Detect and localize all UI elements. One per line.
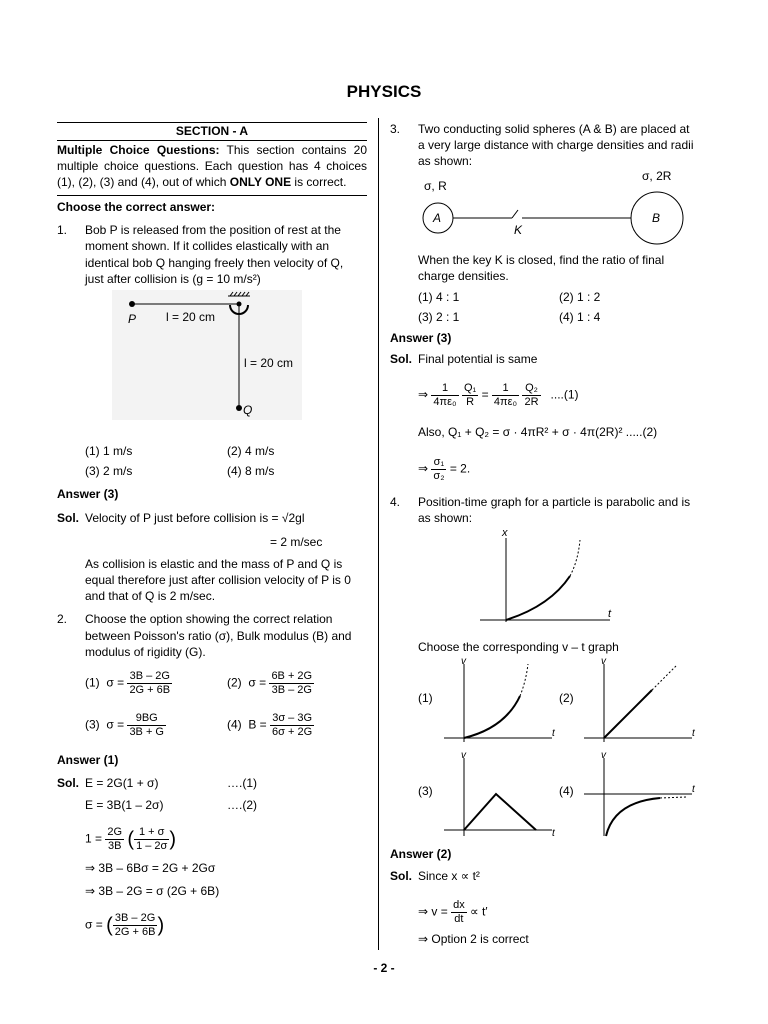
q3-eq3-result: = 2. [449, 461, 471, 476]
q2-o3-label: (3) [85, 717, 100, 732]
bob-p [129, 301, 135, 307]
q2-sol-eq3 [85, 826, 176, 853]
q1-pendulum-figure [112, 290, 302, 420]
label-l-vertical: l = 20 cm [244, 356, 294, 370]
q3-line2: a very large distance with charge densities and radii [418, 138, 694, 152]
q4-line2: as shown: [418, 511, 473, 525]
q4-sol-line1: Since x ∝ t² [418, 869, 480, 883]
q2-s6-lhs: σ = [85, 917, 103, 932]
q3-number: 3. [390, 122, 401, 136]
q1-line3: identical bob Q hanging freely then velocity of Q, [85, 256, 344, 270]
q4-sol2-num: dx [453, 899, 465, 911]
q3-spheres-figure [418, 168, 690, 248]
q3-option-4: (4) 1 : 4 [559, 310, 601, 324]
q2-s6-paren-open: ( [106, 914, 113, 937]
q3-sol-eq3 [418, 456, 470, 483]
q2-number: 2. [57, 612, 68, 626]
q2-o2-den: 3B – 2G [271, 684, 312, 696]
g3-triangle [464, 794, 536, 830]
q3-eq1-f2-num: Q₁ [463, 382, 477, 394]
g2-line [604, 690, 652, 738]
q3-eq3-den: σ₂ [433, 470, 445, 482]
g4-v-label: v [601, 750, 606, 761]
q2-s3-paren-close: ) [169, 828, 176, 851]
q2-s3-paren-open: ( [127, 828, 135, 851]
g1-curve-dotted [520, 664, 528, 696]
q2-o2-label: (2) [227, 675, 242, 690]
column-divider [378, 118, 379, 950]
q3-eq1-f1-den: 4πε₀ [433, 396, 457, 408]
bob-q [236, 405, 242, 411]
g4-curve-dotted [660, 797, 686, 798]
parabola-dotted [570, 540, 580, 576]
q2-sol-eq4: ⇒ 3B – 6Bσ = 2G + 2Gσ [85, 861, 216, 875]
page-title: PHYSICS [346, 82, 422, 101]
q3-line1: Two conducting solid spheres (A & B) are placed at [418, 122, 690, 136]
q4-graph-4-label: (4) [559, 784, 574, 798]
q4-sol-line3: ⇒ Option 2 is correct [418, 932, 529, 946]
q2-s6-paren-close: ) [157, 914, 165, 937]
q1-option-4: (4) 8 m/s [227, 464, 275, 478]
sphere-b-letter: B [652, 211, 661, 225]
q1-line2: moment shown. If it collides elastically with an [85, 239, 330, 253]
g3-t-label: t [552, 828, 555, 839]
q3-eq1-f2 [462, 382, 478, 409]
q3-eq1-f1-num: 1 [431, 382, 458, 396]
key-switch [512, 210, 518, 218]
axis-t-label: t [608, 608, 612, 620]
q2-s3-frac1 [105, 826, 124, 853]
sphere-a-label: σ, R [424, 179, 447, 193]
q4-graph-2 [580, 656, 700, 746]
axis-x-label: x [502, 527, 508, 539]
q2-o3-den: 3B + G [129, 726, 164, 738]
q4-sol-line2 [418, 899, 488, 926]
g1-curve [464, 696, 520, 738]
intro-bottom-rule [57, 195, 367, 196]
q2-o4-den: 6σ + 2G [272, 726, 313, 738]
q2-line1: Choose the option showing the correct relation [85, 612, 333, 626]
label-l-horizontal: l = 20 cm [166, 310, 216, 324]
q1-line1: Bob P is released from the position of rest at the [85, 223, 341, 237]
q3-answer: Answer (3) [390, 331, 452, 345]
instruction: Choose the correct answer: [57, 200, 216, 214]
q1-sol-p3: and that of Q is 2 m/sec. [85, 589, 216, 603]
q2-sol-label: Sol. [57, 776, 80, 790]
intro-lead: Multiple Choice Questions: [57, 143, 220, 157]
q2-o4-label: (4) [227, 717, 242, 732]
section-mid-rule [57, 140, 367, 141]
intro-end: is correct. [291, 175, 347, 189]
q2-s3-n2: 1 + σ [134, 826, 169, 840]
q2-o2-lhs: σ = [248, 675, 267, 690]
q3-eq1-implies: ⇒ [418, 387, 429, 402]
q2-o3-fraction [127, 712, 166, 739]
q1-line4: just after collision is (g = 10 m/s²) [85, 272, 261, 286]
q2-o1-fraction [127, 670, 172, 697]
sphere-a-letter: A [433, 211, 442, 225]
q4-sol2-pre: ⇒ v = [418, 904, 448, 919]
q2-o4-lhs: B = [248, 717, 267, 732]
q2-s3-d2: 1 – 2σ [136, 840, 168, 852]
q4-choose: Choose the corresponding v – t graph [418, 640, 619, 654]
q2-sol-eq6 [85, 912, 164, 939]
parabola-solid [506, 576, 570, 620]
g1-t-label: t [552, 728, 555, 739]
q1-number: 1. [57, 223, 68, 237]
q3-eq1-f4-num: Q₂ [522, 382, 540, 396]
q3-eq1-tag: ....(1) [550, 387, 579, 402]
q3-line5: charge densities. [418, 269, 509, 283]
q2-sol-eq2-tag: ….(2) [227, 798, 257, 812]
q4-position-time-graph [470, 526, 620, 630]
q2-o1-label: (1) [85, 675, 100, 690]
q1-sol-p1: As collision is elastic and the mass of P and Q is [85, 557, 343, 571]
q4-sol2-den: dt [454, 913, 464, 925]
q2-option-4 [227, 712, 314, 739]
q3-sol-label: Sol. [390, 352, 413, 366]
q2-sol-eq1-tag: ….(1) [227, 776, 257, 790]
q1-option-1: (1) 1 m/s [85, 444, 133, 458]
q2-o1-den: 2G + 6B [129, 684, 171, 696]
q1-sol-p2: equal therefore just after collision velocity of P is 0 [85, 573, 351, 587]
q2-sol-eq5: ⇒ 3B – 2G = σ (2G + 6B) [85, 884, 220, 898]
q3-eq1-equals: = [481, 387, 489, 402]
q2-answer: Answer (1) [57, 753, 119, 767]
q3-option-1: (1) 4 : 1 [418, 290, 460, 304]
q2-s3-frac2 [134, 826, 169, 853]
intro-bold: ONLY ONE [229, 175, 292, 189]
q2-o3-lhs: σ = [106, 717, 125, 732]
q2-o2-num: 6B + 2G [271, 670, 313, 682]
q4-graph-3-label: (3) [418, 784, 433, 798]
q4-graph-3 [440, 750, 560, 840]
q1-sol-label: Sol. [57, 511, 80, 525]
q4-graph-2-label: (2) [559, 691, 574, 705]
q3-eq1-f4-den: 2R [524, 396, 539, 408]
q4-sol-label: Sol. [390, 869, 413, 883]
q3-sol-eq2: Also, Q₁ + Q₂ = σ · 4πR² + σ · 4π(2R)² .....(2) [418, 425, 658, 439]
q1-option-3: (3) 2 m/s [85, 464, 133, 478]
q4-line1: Position-time graph for a particle is parabolic and is [418, 495, 691, 509]
q4-sol2-post: ∝ t′ [470, 904, 488, 919]
q2-option-2 [227, 670, 314, 697]
g3-v-label: v [461, 750, 466, 761]
g2-t-label: t [692, 728, 695, 739]
q2-option-3 [85, 712, 166, 739]
q3-option-2: (2) 1 : 2 [559, 290, 601, 304]
g2-line-dotted [652, 666, 676, 690]
q3-line3: as shown: [418, 154, 473, 168]
q1-option-2: (2) 4 m/s [227, 444, 275, 458]
q2-sol-eq2: E = 3B(1 – 2σ) [85, 798, 164, 812]
g4-curve [606, 798, 660, 836]
label-q: Q [243, 403, 253, 417]
key-label: K [514, 223, 523, 237]
q1-sol-line2: = 2 m/sec [270, 535, 323, 549]
intro-text: This section contains 20 multiple choice questions. Each question has 4 choices (1), (2), (3) and (4), out of which [57, 143, 367, 189]
section-heading: SECTION - A [175, 124, 249, 138]
q4-graph-4 [580, 750, 700, 840]
sphere-b-label: σ, 2R [642, 169, 672, 183]
q2-line3: modulus of rigidity (G). [85, 645, 206, 659]
q2-line2: between Poisson's ratio (σ), Bulk modulus (B) and [85, 629, 352, 643]
q3-sol-eq1 [418, 382, 579, 409]
q3-eq3-fraction [431, 456, 446, 483]
q4-sol2-fraction [451, 899, 467, 926]
q3-sol-line1: Final potential is same [418, 352, 538, 366]
q3-line4: When the key K is closed, find the ratio of final [418, 253, 665, 267]
g1-v-label: v [461, 656, 466, 667]
q2-o4-fraction [270, 712, 314, 739]
q2-o3-num: 9BG [127, 712, 166, 726]
q3-eq3-implies: ⇒ [418, 461, 429, 476]
q2-sol-eq1: E = 2G(1 + σ) [85, 776, 159, 790]
q4-graph-1-label: (1) [418, 691, 433, 705]
q3-eq1-f3-den: 4πε₀ [493, 396, 518, 408]
q2-o1-lhs: σ = [106, 675, 125, 690]
q4-answer: Answer (2) [390, 847, 452, 861]
q3-eq1-f3-num: 1 [492, 382, 519, 396]
q2-o1-num: 3B – 2G [127, 670, 172, 684]
g4-t-label: t [692, 784, 695, 795]
g2-v-label: v [601, 656, 606, 667]
label-p: P [128, 312, 137, 326]
q2-s3-d1: 3B [107, 840, 122, 852]
q3-eq1-f3 [492, 382, 519, 409]
q4-graph-1 [440, 656, 560, 746]
q3-eq1-f2-den: R [466, 396, 475, 408]
q2-option-1 [85, 670, 172, 697]
page-number: - 2 - [373, 961, 395, 975]
q2-s3-lhs: 1 = [85, 831, 103, 846]
q2-s6-den: 2G + 6B [114, 926, 156, 938]
intro-paragraph [57, 142, 367, 190]
q3-option-3: (3) 2 : 1 [418, 310, 460, 324]
q2-s3-n1: 2G [107, 826, 123, 838]
q1-sol-line1: Velocity of P just before collision is = √2gl [85, 511, 305, 525]
q2-s6-num: 3B – 2G [113, 912, 158, 926]
q3-eq3-num: σ₁ [431, 456, 446, 470]
q4-number: 4. [390, 495, 401, 509]
q2-s6-fraction [113, 912, 158, 939]
q3-eq1-f4 [522, 382, 540, 409]
q1-answer: Answer (3) [57, 487, 119, 501]
q2-o2-fraction [269, 670, 314, 697]
q2-o4-num: 3σ – 3G [270, 712, 314, 726]
q3-eq1-f1 [431, 382, 458, 409]
